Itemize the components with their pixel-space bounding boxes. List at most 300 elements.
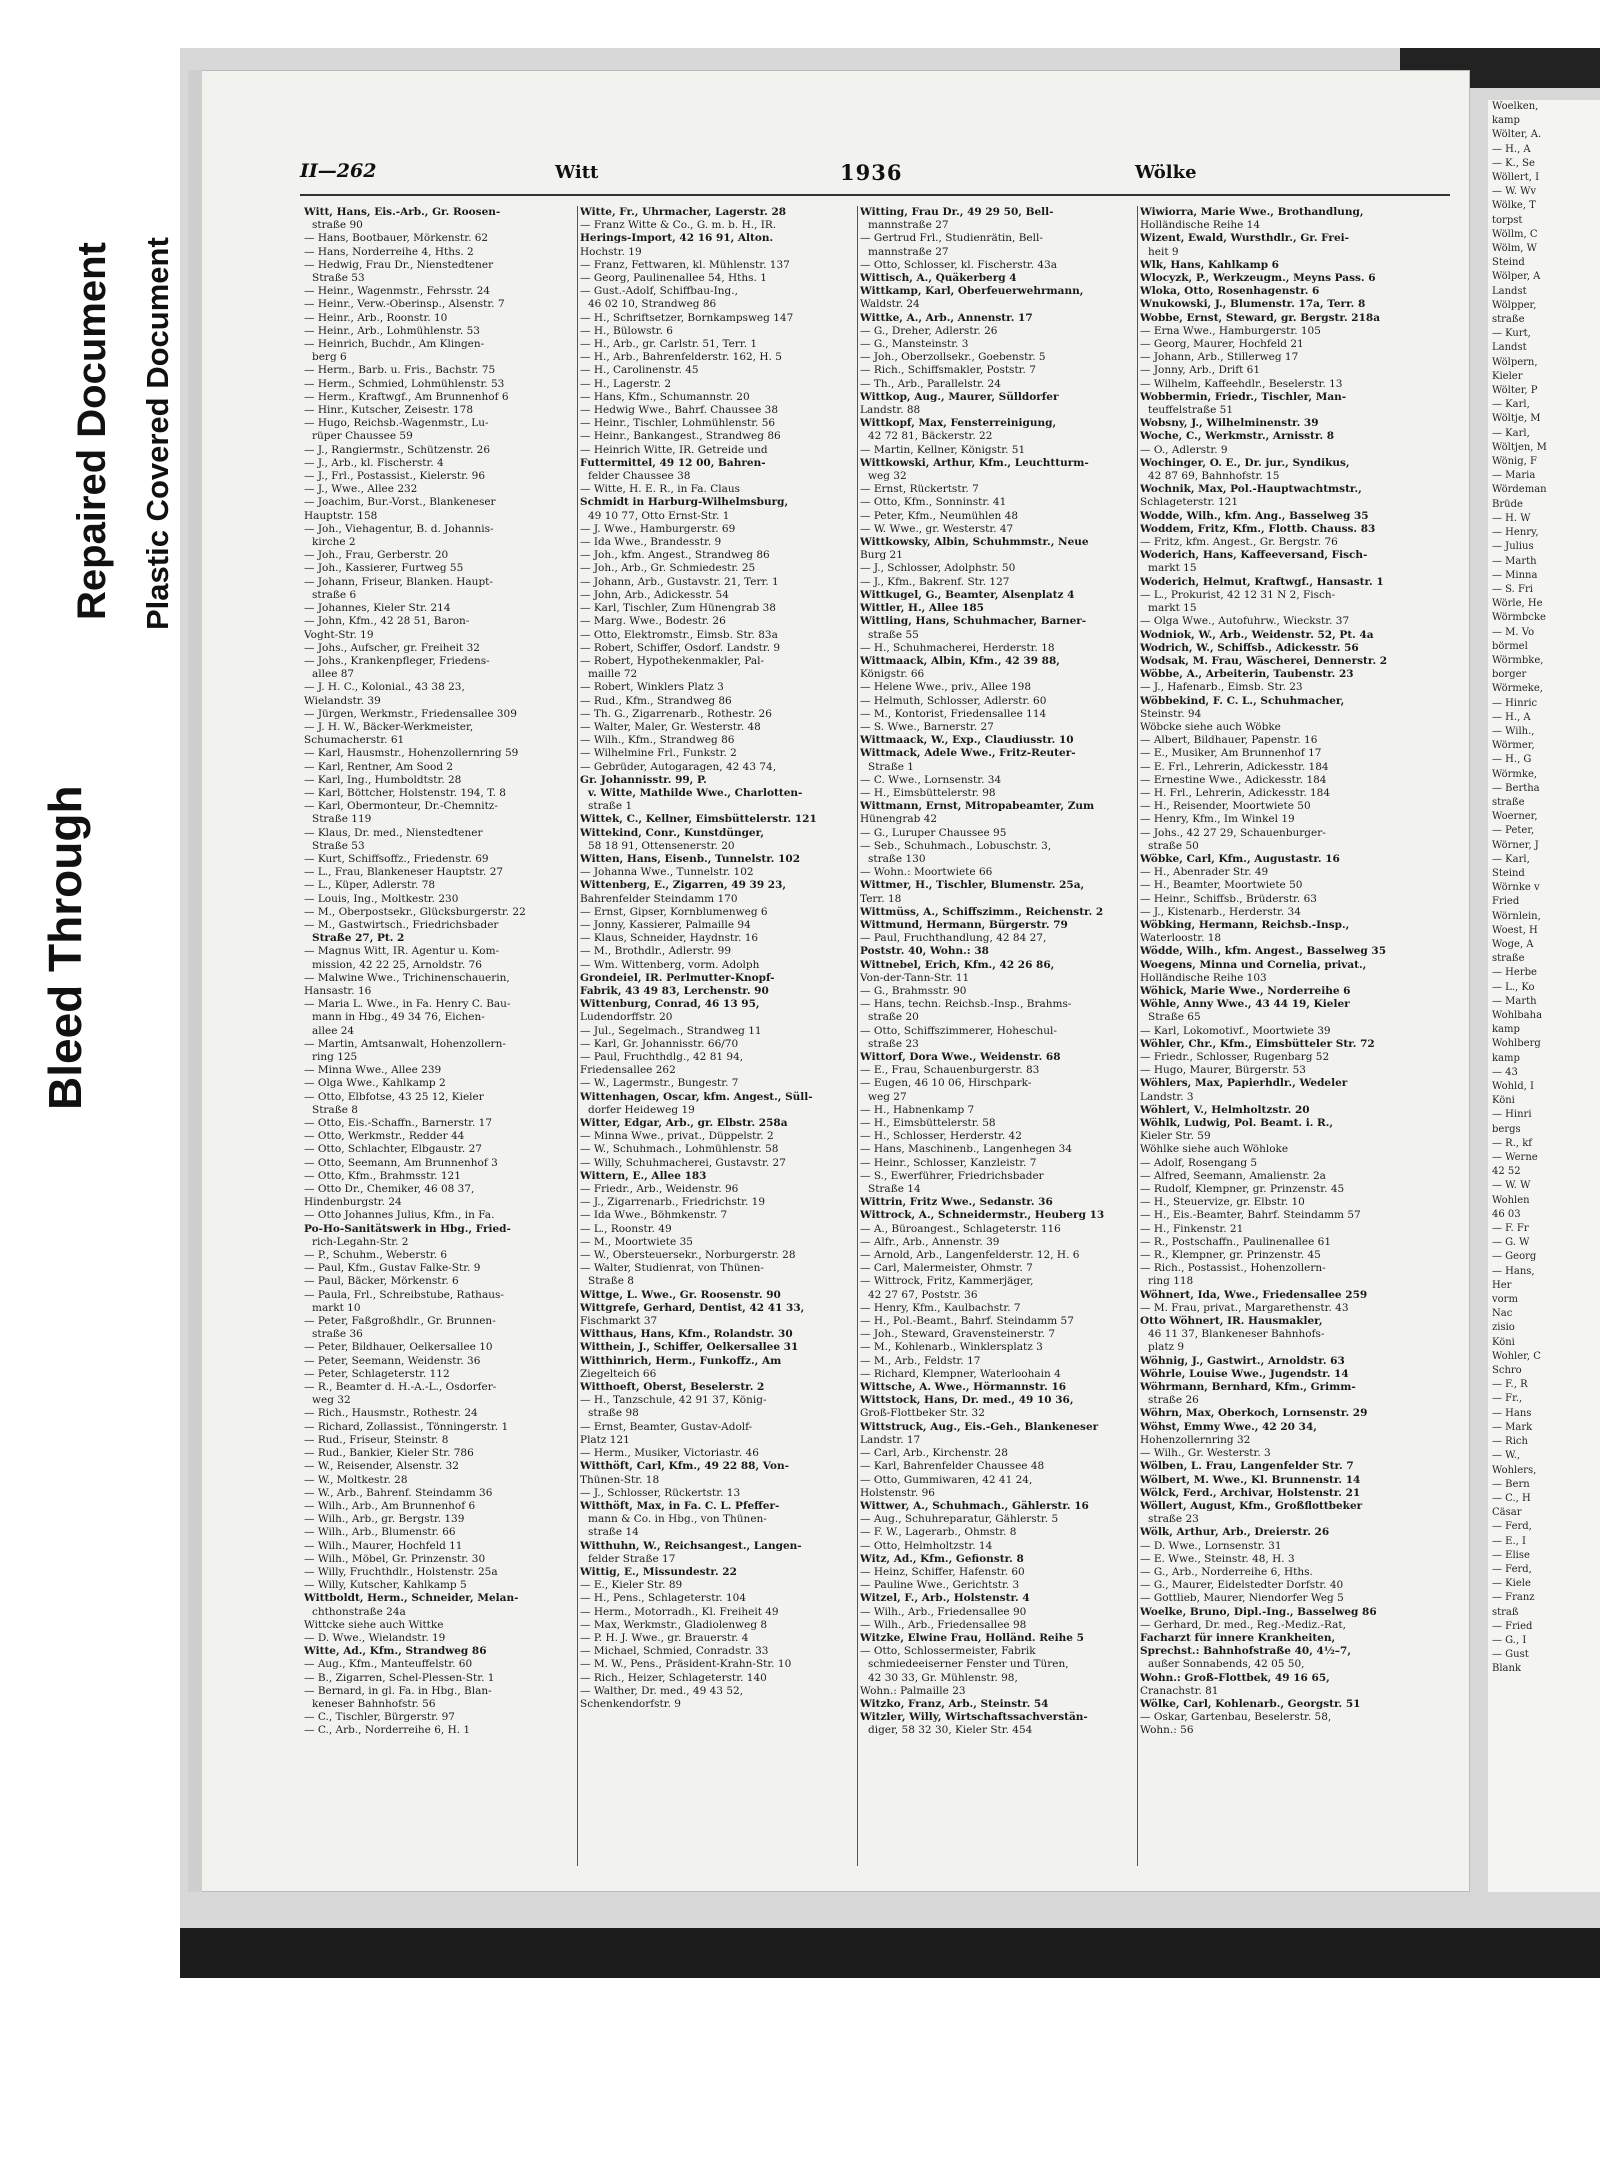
column-divider — [857, 206, 858, 1866]
adjacent-page-text: — Marth — [1492, 555, 1537, 567]
directory-entry-line: straße 14 — [588, 1526, 639, 1539]
directory-entry-line: — Johanna Wwe., Tunnelstr. 102 — [580, 866, 754, 879]
directory-entry-line: Gr. Johannisstr. 99, P. — [580, 773, 707, 786]
adjacent-page-text: Wördeman — [1492, 484, 1547, 496]
header-year: 1936 — [840, 160, 903, 185]
directory-entry-line: — Herm., Motorradh., Kl. Freiheit 49 — [580, 1605, 779, 1618]
adjacent-page-text: Wöllert, I — [1492, 172, 1540, 184]
directory-entry-line: — C., Arb., Norderreihe 6, H. 1 — [304, 1724, 471, 1737]
directory-entry-line: — E., Kieler Str. 89 — [580, 1579, 683, 1592]
directory-entry-line: dorfer Heideweg 19 — [588, 1103, 695, 1116]
directory-entry-line: Wöhrmann, Bernhard, Kfm., Grimm- — [1140, 1381, 1356, 1394]
directory-entry-line: — Karl, Bahrenfelder Chaussee 48 — [860, 1460, 1045, 1473]
directory-entry-line: Wöhnig, J., Gastwirt., Arnoldstr. 63 — [1140, 1354, 1345, 1367]
directory-entry-line: — Johannes, Kieler Str. 214 — [304, 602, 451, 615]
directory-entry-line: straße 55 — [868, 628, 919, 641]
directory-entry-line: Witzel, F., Arb., Holstenstr. 4 — [860, 1592, 1030, 1605]
directory-entry-line: — W., Arb., Bahrenf. Steindamm 36 — [304, 1486, 493, 1499]
adjacent-page-text: — Julius — [1492, 541, 1534, 553]
directory-entry-line: Königstr. 66 — [860, 668, 925, 681]
directory-entry-line: — B., Zigarren, Schel-Plessen-Str. 1 — [304, 1671, 495, 1684]
directory-entry-line: Von-der-Tann-Str. 11 — [860, 971, 970, 984]
adjacent-page-text: borger — [1492, 669, 1527, 681]
directory-entry-line: — Willy, Kutscher, Kahlkamp 5 — [304, 1579, 467, 1592]
directory-entry-line: — G., Brahmsstr. 90 — [860, 984, 967, 997]
adjacent-page-text: Brüde — [1492, 498, 1523, 510]
column-divider — [1137, 206, 1138, 1866]
directory-entry-line: Wöllert, August, Kfm., Großflottbeker — [1140, 1499, 1363, 1512]
adjacent-page-text: Wohlbaha — [1492, 1010, 1543, 1021]
directory-entry-line: Witt, Hans, Eis.-Arb., Gr. Roosen- — [304, 206, 501, 218]
directory-entry-line: — Rich., Hausmstr., Rothestr. 24 — [304, 1407, 478, 1420]
directory-entry-line: — Otto, Schlosser, kl. Fischerstr. 43a — [860, 258, 1058, 271]
directory-entry-line: — Herm., Barb. u. Fris., Bachstr. 75 — [304, 364, 496, 377]
directory-entry-line: Hindenburgstr. 24 — [304, 1196, 402, 1209]
adjacent-page-text: Wohlen — [1492, 1194, 1530, 1206]
directory-entry-line: Wloka, Otto, Rosenhagenstr. 6 — [1140, 285, 1320, 298]
directory-entry-line: — Otto, Elbfotse, 43 25 12, Kieler — [304, 1090, 484, 1103]
directory-entry-line: — Otto, Kfm., Sonninstr. 41 — [860, 496, 1007, 509]
adjacent-page-text: — H., A — [1492, 143, 1531, 155]
directory-entry-line: — A., Büroangest., Schlageterstr. 116 — [860, 1222, 1061, 1235]
directory-entry-line: — R., Postschaffn., Paulinenallee 61 — [1140, 1235, 1332, 1248]
directory-entry-line: ring 125 — [312, 1051, 358, 1063]
directory-entry-line: — Eugen, 46 10 06, Hirschpark- — [860, 1077, 1032, 1090]
directory-entry-line: Witzler, Willy, Wirtschaftssachverstän- — [860, 1711, 1088, 1724]
directory-entry-line: — Karl, Rentner, Am Sood 2 — [304, 760, 454, 773]
directory-column-2 — [580, 206, 850, 1876]
directory-entry-line: Sprechst.: Bahnhofstraße 40, 4½–7, — [1140, 1645, 1352, 1658]
directory-entry-line: — J. H. C., Kolonial., 43 38 23, — [304, 681, 465, 694]
adjacent-page-text: — Fr., — [1492, 1393, 1523, 1405]
adjacent-page-text: — H. W — [1492, 512, 1531, 524]
directory-entry-line: — M., Brothdlr., Adlerstr. 99 — [580, 945, 732, 958]
directory-entry-line: — M., Moortwiete 35 — [580, 1235, 693, 1248]
directory-entry-line: straße 23 — [868, 1037, 919, 1050]
directory-entry-line: — Karl, Hausmstr., Hohenzollernring 59 — [304, 747, 519, 760]
directory-entry-line: Witzke, Elwine Frau, Holländ. Reihe 5 — [860, 1631, 1084, 1644]
directory-entry-line: — Heinr., Schiffsb., Brüderstr. 63 — [1140, 892, 1317, 905]
directory-entry-line: — Rud., Kfm., Strandweg 86 — [580, 694, 732, 707]
directory-entry-line: — Franz Witte & Co., G. m. b. H., IR. — [580, 219, 777, 232]
directory-entry-line: Wobbe, Ernst, Steward, gr. Bergstr. 218a — [1140, 311, 1381, 324]
directory-entry-line: — Otto Johannes Julius, Kfm., in Fa. — [304, 1209, 495, 1222]
directory-entry-line: Woderich, Helmut, Kraftwgf., Hansastr. 1 — [1140, 575, 1384, 588]
directory-column-3 — [860, 206, 1130, 1876]
adjacent-page-text: Wohler, C — [1492, 1350, 1541, 1362]
adjacent-page-text: Wöltjen, M — [1492, 441, 1547, 453]
directory-column-4 — [1140, 206, 1430, 1876]
directory-entry-line: Wöbke, Carl, Kfm., Augustastr. 16 — [1140, 852, 1340, 865]
directory-entry-line: Fabrik, 43 49 83, Lerchenstr. 90 — [580, 984, 769, 997]
directory-entry-line: — Alfred, Seemann, Amalienstr. 2a — [1140, 1169, 1326, 1182]
directory-entry-line: Holländische Reihe 103 — [1140, 971, 1267, 984]
directory-entry-line: — Wilhelmine Frl., Funkstr. 2 — [580, 747, 737, 760]
directory-entry-line: Wobbermin, Friedr., Tischler, Man- — [1140, 390, 1347, 403]
directory-entry-line: — Fritz, kfm. Angest., Gr. Bergstr. 76 — [1140, 536, 1338, 549]
directory-entry-line: 46 02 10, Strandweg 86 — [588, 298, 717, 311]
directory-entry-line: teuffelstraße 51 — [1148, 404, 1234, 417]
directory-entry-line: außer Sonnabends, 42 05 50, — [1148, 1658, 1305, 1671]
directory-entry-line: — M. W., Pens., Präsident-Krahn-Str. 10 — [580, 1658, 792, 1671]
directory-entry-line: Straße 8 — [312, 1103, 358, 1116]
adjacent-page-text: Nac — [1492, 1308, 1513, 1320]
adjacent-page-text: Woelken, — [1492, 101, 1539, 112]
adjacent-page-text: börmel — [1492, 640, 1528, 652]
directory-entry-line: Landstr. 17 — [860, 1433, 921, 1446]
directory-entry-line: — F. W., Lagerarb., Ohmstr. 8 — [860, 1526, 1017, 1539]
adjacent-page-text: — L., Ko — [1492, 981, 1535, 993]
directory-entry-line: — Oskar, Gartenbau, Beselerstr. 58, — [1140, 1711, 1332, 1724]
directory-entry-line: Wittmüss, A., Schiffszimm., Reichenstr. 2 — [860, 905, 1104, 918]
directory-entry-line: — Aug., Kfm., Manteuffelstr. 60 — [304, 1658, 473, 1671]
directory-entry-line: — Wittrock, Fritz, Kammerjäger, — [860, 1275, 1034, 1288]
directory-entry-line: Straße 14 — [868, 1183, 921, 1196]
adjacent-page-text: — Fried — [1492, 1620, 1533, 1632]
directory-entry-line: Poststr. 40, Wohn.: 38 — [860, 945, 989, 958]
directory-entry-line: Ludendorffstr. 20 — [580, 1011, 673, 1024]
adjacent-page-text: — G., I — [1492, 1634, 1527, 1646]
directory-entry-line: — Hedwig Wwe., Bahrf. Chaussee 38 — [580, 404, 779, 417]
directory-entry-line: — Peter, Faßgroßhdlr., Gr. Brunnen- — [304, 1315, 496, 1328]
adjacent-page-text: Wörle, He — [1492, 598, 1543, 610]
directory-entry-line: — Paul, Kfm., Gustav Falke-Str. 9 — [304, 1262, 481, 1275]
directory-entry-line: — Malwine Wwe., Trichinenschauerin, — [304, 971, 510, 984]
directory-entry-line: — Rud., Bankier, Kieler Str. 786 — [304, 1447, 474, 1460]
adjacent-page-text: — Wilh., — [1492, 725, 1535, 737]
directory-entry-line: Woche, C., Werkmstr., Arnisstr. 8 — [1140, 430, 1335, 443]
directory-entry-line: Schlageterstr. 121 — [1140, 496, 1239, 509]
adjacent-page-text: — Hinric — [1492, 697, 1538, 709]
adjacent-page-text: 46 03 — [1492, 1208, 1521, 1220]
directory-entry-line: — Hans, Maschinenb., Langenhegen 34 — [860, 1143, 1073, 1156]
directory-entry-line: — Michael, Schmied, Conradstr. 33 — [580, 1645, 769, 1658]
directory-entry-line: diger, 58 32 30, Kieler Str. 454 — [868, 1724, 1033, 1737]
directory-entry-line: Straße 27, Pt. 2 — [312, 932, 405, 945]
directory-entry-line: — Walther, Dr. med., 49 43 52, — [580, 1684, 744, 1697]
adjacent-page-text: straße — [1492, 796, 1525, 808]
directory-entry-line: Wittkopf, Max, Fensterreinigung, — [860, 417, 1057, 430]
adjacent-page-text: — Peter, — [1492, 825, 1535, 837]
directory-entry-line: — Richard, Klempner, Waterloohain 4 — [860, 1367, 1061, 1380]
directory-entry-line: Groß-Flottbeker Str. 32 — [860, 1407, 985, 1420]
directory-entry-line: — H., Eimsbüttelerstr. 98 — [860, 786, 996, 799]
directory-entry-line: Landstr. 88 — [860, 404, 921, 417]
directory-entry-line: — Johs., Krankenpfleger, Friedens- — [304, 654, 490, 667]
directory-entry-line: chthonstraße 24a — [312, 1605, 406, 1618]
page-header — [300, 160, 1460, 188]
adjacent-page-text: kamp — [1492, 1024, 1520, 1036]
adjacent-page-text: — H., A — [1492, 711, 1531, 723]
directory-entry-line: — Hedwig, Frau Dr., Nienstedtener — [304, 258, 494, 271]
directory-entry-line: Woelke, Bruno, Dipl.-Ing., Basselweg 86 — [1140, 1605, 1377, 1618]
directory-entry-line: — Joh., Frau, Gerberstr. 20 — [304, 549, 449, 562]
directory-entry-line: allee 24 — [312, 1024, 355, 1037]
directory-entry-line: — H., Eis.-Beamter, Bahrf. Steindamm 57 — [1140, 1209, 1361, 1222]
adjacent-page-text: Wöltje, M — [1492, 413, 1541, 425]
directory-entry-line: — Gerhard, Dr. med., Reg.-Mediz.-Rat, — [1140, 1618, 1346, 1631]
directory-entry-line: Wlocyzk, P., Werkzeugm., Meyns Pass. 6 — [1140, 272, 1376, 285]
directory-entry-line: — Witte, H. E. R., in Fa. Claus — [580, 483, 740, 496]
directory-entry-line: Wöhlke siehe auch Wöhloke — [1140, 1143, 1289, 1156]
directory-entry-line: — Peter, Seemann, Weidenstr. 36 — [304, 1354, 481, 1367]
directory-entry-line: Wölben, L. Frau, Langenfelder Str. 7 — [1140, 1460, 1354, 1473]
directory-entry-line: — H., Schlosser, Herderstr. 42 — [860, 1130, 1022, 1143]
directory-entry-line: — Arnold, Arb., Langenfelderstr. 12, H. 6 — [860, 1249, 1080, 1262]
directory-entry-line: — C., Tischler, Bürgerstr. 97 — [304, 1711, 455, 1724]
directory-entry-line: — Th., Arb., Parallelstr. 24 — [860, 377, 1001, 390]
directory-entry-line: — Hugo, Maurer, Bürgerstr. 53 — [1140, 1064, 1306, 1077]
directory-entry-line: — Seb., Schuhmach., Lobuschstr. 3, — [860, 839, 1052, 852]
directory-entry-line: Wittrin, Fritz Wwe., Sedanstr. 36 — [860, 1196, 1053, 1209]
header-rule — [300, 194, 1450, 196]
directory-entry-line: — Henry, Kfm., Kaulbachstr. 7 — [860, 1301, 1021, 1314]
directory-entry-line: Friedensallee 262 — [580, 1064, 676, 1077]
adjacent-page-text: — W. W — [1492, 1180, 1531, 1192]
page-binding-edge — [188, 70, 202, 1892]
adjacent-page-text: — F., R — [1492, 1379, 1528, 1391]
directory-entry-line: straße 1 — [588, 800, 633, 813]
directory-entry-line: Wölbert, M. Wwe., Kl. Brunnenstr. 14 — [1140, 1473, 1361, 1486]
directory-entry-line: Schmidt in Harburg-Wilhelmsburg, — [580, 496, 789, 509]
directory-entry-line: — G., Arb., Norderreihe 6, Hths. — [1140, 1565, 1313, 1578]
directory-entry-line: maille 72 — [588, 668, 638, 681]
directory-entry-line: Wohn.: Palmaille 23 — [860, 1684, 966, 1697]
directory-entry-line: — Johann, Friseur, Blanken. Haupt- — [304, 575, 493, 588]
adjacent-page-text: vorm — [1492, 1294, 1518, 1306]
directory-entry-line: Wittling, Hans, Schuhmacher, Barner- — [860, 615, 1087, 628]
directory-entry-line: — Pauline Wwe., Gerichtstr. 3 — [860, 1579, 1020, 1592]
directory-entry-line: Witte, Fr., Uhrmacher, Lagerstr. 28 — [580, 206, 787, 218]
directory-entry-line: straße 20 — [868, 1011, 919, 1024]
directory-entry-line: platz 9 — [1148, 1341, 1185, 1354]
directory-entry-line: — Ernst, Gipser, Kornblumenweg 6 — [580, 905, 768, 918]
directory-entry-line: Wittkamp, Karl, Oberfeuerwehrmann, — [860, 285, 1084, 298]
directory-entry-line: — Georg, Paulinenallee 54, Hths. 1 — [580, 272, 767, 285]
adjacent-page-text: — Hans, — [1492, 1265, 1535, 1277]
directory-entry-line: Witthaus, Hans, Kfm., Rolandstr. 30 — [580, 1328, 793, 1341]
adjacent-page-text: Wörnke v — [1492, 882, 1540, 894]
directory-entry-line: — Rich., Postassist., Hohenzollern- — [1140, 1262, 1326, 1275]
directory-entry-line: Wittenburg, Conrad, 46 13 95, — [580, 998, 760, 1011]
directory-entry-line: — Carl, Arb., Kirchenstr. 28 — [860, 1447, 1008, 1460]
directory-entry-line: — J., Schlosser, Rückertstr. 13 — [580, 1486, 741, 1499]
adjacent-page-text: — G. W — [1492, 1237, 1530, 1249]
directory-entry-line: weg 27 — [868, 1090, 907, 1103]
adjacent-page-text: Landst — [1492, 342, 1527, 354]
directory-entry-line: straße 50 — [1148, 839, 1199, 852]
directory-entry-line: — Heinr., Wagenmstr., Fehrsstr. 24 — [304, 285, 491, 298]
directory-entry-line: Wochinger, O. E., Dr. jur., Syndikus, — [1140, 456, 1350, 469]
adjacent-page-text: Kieler — [1492, 370, 1523, 382]
directory-entry-line: Bahrenfelder Steindamm 170 — [580, 892, 738, 905]
adjacent-page-text: — Bern — [1492, 1478, 1530, 1490]
adjacent-page-text: Steind — [1492, 257, 1525, 269]
directory-entry-line: — H., Arb., gr. Carlstr. 51, Terr. 1 — [580, 338, 758, 351]
directory-entry-line: — Joachim, Bur.-Vorst., Blankeneser — [304, 496, 496, 509]
directory-entry-line: Wittge, L. Wwe., Gr. Roosenstr. 90 — [580, 1288, 781, 1301]
directory-entry-line: — Johs., Aufscher, gr. Freiheit 32 — [304, 641, 480, 654]
column-divider — [577, 206, 578, 1866]
directory-entry-line: — Wilh., Arb., Friedensallee 98 — [860, 1618, 1027, 1631]
directory-entry-line: — Richard, Zollassist., Tönningerstr. 1 — [304, 1420, 509, 1433]
directory-entry-line: Wöhler, Chr., Kfm., Eimsbütteler Str. 72 — [1140, 1037, 1375, 1050]
directory-entry-line: — H., Beamter, Moortwiete 50 — [1140, 879, 1303, 892]
directory-entry-line: Kieler Str. 59 — [1140, 1130, 1211, 1143]
directory-entry-line: — Robert, Hypothekenmakler, Pal- — [580, 654, 765, 667]
directory-entry-line: Wittisch, A., Quäkerberg 4 — [860, 272, 1017, 285]
directory-entry-line: — Erna Wwe., Hamburgerstr. 105 — [1140, 324, 1321, 337]
directory-entry-line: — J., Arb., kl. Fischerstr. 4 — [304, 456, 444, 469]
directory-entry-line: — L., Prokurist, 42 12 31 N 2, Fisch- — [1140, 588, 1336, 601]
directory-entry-line: Wodde, Wilh., kfm. Ang., Basselweg 35 — [1140, 509, 1369, 522]
directory-entry-line: — H., Pens., Schlageterstr. 104 — [580, 1592, 747, 1605]
directory-entry-line: — Otto, Werkmstr., Redder 44 — [304, 1130, 465, 1143]
directory-entry-line: Wöhrn, Max, Oberkoch, Lornsenstr. 29 — [1140, 1407, 1368, 1420]
directory-entry-line: — Minna Wwe., Allee 239 — [304, 1064, 442, 1077]
directory-entry-line: Woddem, Fritz, Kfm., Flottb. Chauss. 83 — [1140, 522, 1376, 535]
adjacent-page-text: Wölm, W — [1492, 243, 1537, 255]
directory-entry-line: schmiedeeiserner Fenster und Türen, — [868, 1658, 1069, 1671]
directory-entry-line: — E., Musiker, Am Brunnenhof 17 — [1140, 747, 1322, 760]
directory-entry-line: — M., Kontorist, Friedensallee 114 — [860, 707, 1047, 720]
directory-entry-line: — Otto Dr., Chemiker, 46 08 37, — [304, 1183, 475, 1196]
directory-entry-line: — Gertrud Frl., Studienrätin, Bell- — [860, 232, 1043, 245]
directory-entry-line: — Wilh., Arb., gr. Bergstr. 139 — [304, 1513, 465, 1526]
directory-entry-line: — Jonny, Arb., Drift 61 — [1140, 364, 1261, 377]
adjacent-page-text: Wölter, P — [1492, 385, 1538, 397]
directory-entry-line: Facharzt für innere Krankheiten, — [1140, 1631, 1336, 1644]
directory-entry-line: Hohenzollernring 32 — [1140, 1433, 1251, 1446]
directory-entry-line: 42 72 81, Bäckerstr. 22 — [868, 430, 993, 443]
directory-entry-line: — Hans, Norderreihe 4, Hths. 2 — [304, 245, 474, 258]
directory-entry-line: Wittmaack, Albin, Kfm., 42 39 88, — [860, 654, 1060, 667]
directory-entry-line: Wittstruck, Aug., Eis.-Geh., Blankeneser — [860, 1420, 1099, 1433]
adjacent-page-text: Her — [1492, 1279, 1512, 1291]
adjacent-page-text: Wohlers, — [1492, 1464, 1537, 1476]
adjacent-page-text: Woerner, — [1492, 811, 1538, 823]
adjacent-page-text: — W. Wv — [1492, 186, 1536, 198]
directory-entry-line: kirche 2 — [312, 536, 356, 549]
directory-entry-line: — Bernard, in gl. Fa. in Hbg., Blan- — [304, 1684, 492, 1697]
directory-entry-line: Wittmaack, W., Exp., Claudiusstr. 10 — [860, 734, 1074, 747]
directory-entry-line: — Otto, Kfm., Brahmsstr. 121 — [304, 1169, 461, 1182]
directory-entry-line: straße 26 — [1148, 1394, 1199, 1407]
adjacent-page-text: — Ferd, — [1492, 1521, 1532, 1533]
adjacent-page-text: Woge, A — [1492, 938, 1534, 950]
directory-entry-line: rüper Chaussee 59 — [312, 430, 413, 443]
directory-entry-line: Wittenberg, E., Zigarren, 49 39 23, — [580, 879, 787, 892]
directory-entry-line: — Joh., Kassierer, Furtweg 55 — [304, 562, 464, 575]
directory-entry-line: — Magnus Witt, IR. Agentur u. Kom- — [304, 945, 500, 958]
directory-entry-line: — Joh., Oberzollsekr., Goebenstr. 5 — [860, 351, 1046, 364]
directory-entry-line: Wizent, Ewald, Wursthdlr., Gr. Frei- — [1140, 232, 1349, 245]
adjacent-page-text: — F. Fr — [1492, 1223, 1529, 1235]
directory-entry-line: straße 98 — [588, 1407, 639, 1420]
directory-entry-line: — J., Schlosser, Adolphstr. 50 — [860, 562, 1016, 575]
directory-entry-line: Witthuhn, W., Reichsangest., Langen- — [580, 1539, 802, 1552]
directory-entry-line: Straße 53 — [312, 839, 365, 852]
directory-entry-line: Straße 65 — [1148, 1011, 1201, 1024]
directory-entry-line: — H., Lagerstr. 2 — [580, 377, 672, 390]
directory-entry-line: rich-Legahn-Str. 2 — [312, 1235, 409, 1248]
directory-entry-line: ring 118 — [1148, 1275, 1194, 1288]
adjacent-page-text: Wörner, J — [1492, 839, 1539, 851]
directory-entry-line: 42 87 69, Bahnhofstr. 15 — [1148, 470, 1280, 483]
adjacent-page-text: bergs — [1492, 1123, 1521, 1135]
directory-entry-line: — Wohn.: Moortwiete 66 — [860, 866, 993, 879]
directory-entry-line: Witter, Edgar, Arb., gr. Elbstr. 258a — [580, 1117, 788, 1130]
annotation-labels — [30, 160, 180, 1110]
adjacent-page-text: — Mark — [1492, 1421, 1533, 1433]
directory-entry-line: Wittwer, A., Schuhmach., Gählerstr. 16 — [860, 1499, 1089, 1512]
directory-entry-line: — Martin, Amtsanwalt, Hohenzollern- — [304, 1037, 506, 1050]
directory-entry-line: — Rich., Schiffsmakler, Poststr. 7 — [860, 364, 1036, 377]
adjacent-page-text: — S. Fri — [1492, 583, 1533, 595]
directory-entry-line: — Gottlieb, Maurer, Niendorfer Weg 5 — [1140, 1592, 1344, 1605]
directory-entry-line: Hochstr. 19 — [580, 245, 642, 258]
directory-entry-line: — E., Frau, Schauenburgerstr. 83 — [860, 1064, 1040, 1077]
directory-entry-line: — Wilh., Gr. Westerstr. 3 — [1140, 1447, 1271, 1460]
directory-entry-line: Terr. 18 — [860, 892, 902, 905]
directory-entry-line: Witthinrich, Herm., Funkoffz., Am — [580, 1354, 782, 1367]
directory-entry-line: — Olga Wwe., Autofuhrw., Wieckstr. 37 — [1140, 615, 1350, 628]
directory-entry-line: Witten, Hans, Eisenb., Tunnelstr. 102 — [580, 852, 801, 865]
directory-entry-line: — Herm., Schmied, Lohmühlenstr. 53 — [304, 377, 505, 390]
adjacent-page-text: — R., kf — [1492, 1137, 1533, 1149]
adjacent-page-text: torpst — [1492, 214, 1523, 226]
directory-entry-line: Hauptstr. 158 — [304, 509, 378, 522]
directory-entry-line: — Heinz, Schiffer, Hafenstr. 60 — [860, 1565, 1025, 1578]
directory-entry-line: — Adolf, Rosengang 5 — [1140, 1156, 1258, 1169]
directory-entry-line: Wohn.: Groß-Flottbek, 49 16 65, — [1140, 1671, 1330, 1684]
directory-entry-line: Wnukowski, J., Blumenstr. 17a, Terr. 8 — [1140, 298, 1366, 311]
directory-entry-line: straße 90 — [312, 219, 363, 232]
directory-entry-line: Straße 8 — [588, 1275, 634, 1288]
directory-entry-line: Wöhrle, Louise Wwe., Jugendstr. 14 — [1140, 1367, 1349, 1380]
directory-entry-line: — Rich., Heizer, Schlageterstr. 140 — [580, 1671, 767, 1684]
directory-entry-line: berg 6 — [312, 351, 347, 364]
directory-entry-line: mission, 42 22 25, Arnoldstr. 76 — [312, 958, 482, 971]
directory-entry-line: — J., Kistenarb., Herderstr. 34 — [1140, 905, 1301, 918]
directory-entry-line: — M. Frau, privat., Margarethenstr. 43 — [1140, 1301, 1349, 1314]
directory-entry-line: — Peter, Kfm., Neumühlen 48 — [860, 509, 1018, 522]
directory-entry-line: — G., Maurer, Eidelstedter Dorfstr. 40 — [1140, 1579, 1344, 1592]
directory-entry-line: — Wilhelm, Kaffeehdlr., Beselerstr. 13 — [1140, 377, 1343, 390]
directory-entry-line: Witthöft, Max, in Fa. C. L. Pfeffer- — [580, 1499, 780, 1512]
directory-entry-line: Holstenstr. 96 — [860, 1486, 935, 1499]
directory-entry-line: — H., Carolinenstr. 45 — [580, 364, 699, 377]
directory-entry-line: Wöhlers, Max, Papierhdlr., Wedeler — [1140, 1077, 1348, 1090]
directory-entry-line: — Otto, Seemann, Am Brunnenhof 3 — [304, 1156, 498, 1169]
adjacent-page-text: — Georg — [1492, 1251, 1537, 1263]
directory-entry-line: — Maria L. Wwe., in Fa. Henry C. Bau- — [304, 998, 511, 1011]
directory-entry-line: — Herm., Musiker, Victoriastr. 46 — [580, 1447, 759, 1460]
directory-entry-line: mann in Hbg., 49 34 76, Eichen- — [312, 1011, 485, 1024]
directory-entry-line: — Ernst, Rückertstr. 7 — [860, 483, 979, 496]
directory-entry-line: — John, Arb., Adickesstr. 54 — [580, 588, 729, 601]
adjacent-page-text: — Minna — [1492, 569, 1538, 581]
directory-entry-line: — Jonny, Kassierer, Palmaille 94 — [580, 918, 751, 931]
directory-entry-line: — J. Wwe., Hamburgerstr. 69 — [580, 522, 736, 535]
directory-entry-line: — J., Rangiermstr., Schützenstr. 26 — [304, 443, 491, 456]
directory-entry-line: keneser Bahnhofstr. 56 — [312, 1697, 436, 1710]
directory-entry-line: Wielandstr. 39 — [304, 694, 381, 707]
directory-entry-line: — Karl, Ing., Humboldtstr. 28 — [304, 773, 462, 786]
label-bleed-through: Bleed Through — [39, 785, 91, 1110]
adjacent-page-text: Landst — [1492, 285, 1527, 297]
directory-entry-line: — H., Reisender, Moortwiete 50 — [1140, 800, 1311, 813]
